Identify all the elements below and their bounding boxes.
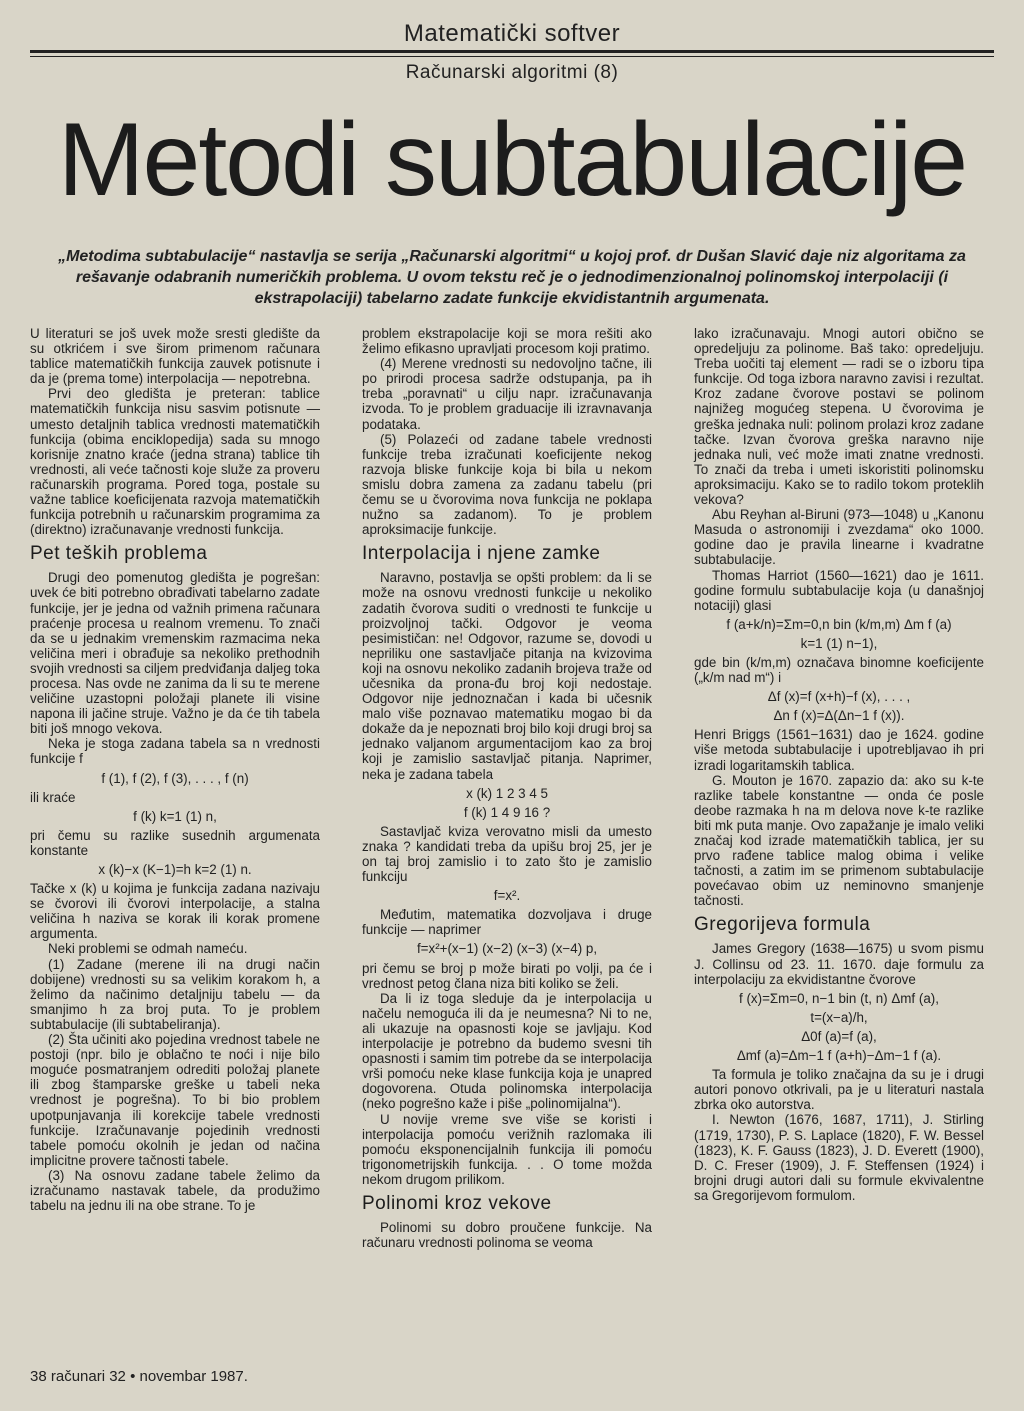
paragraph: I. Newton (1676, 1687, 1711), J. Stirling (1719, 1730), P. S. Laplace (1820), F. W. Bessel (1823), K. F. Gauss (1823), J. D. Everett (1900), D. C. Freser (1909), J. F. Steffensen (1924) i brojni drugi autori dali su formule ekvivalentne sa Gregorijevom formulom. [694,1112,984,1203]
paragraph: (3) Na osnovu zadane tabele želimo da izračunamo nastavak tabele, da produžimo tabelu na jednu ili na obe strane. To je [30,1167,320,1214]
page-footer: 38 računari 32 • novembar 1987. [30,1368,248,1385]
paragraph: Henri Briggs (1561−1631) dao je 1624. godine više metoda subtabulacije i upotrebljavao ih pri izradi logaritamskih tablica. [694,727,984,773]
subheading: Interpolacija i njene zamke [362,543,601,565]
paragraph: G. Mouton je 1670. zapazio da: ako su k-te razlike tabele konstantne — onda će posle deobe razmaka h na m delova nove k-te razlike biti mk puta manje. Ovo zapažanje je imalo veliki značaj kod izrade matematičkih tablica, jer su prvo rađene tablice malog obima i velike tačnosti, a zatim im se primenom subtabulacije povećavao obim uz neminovno smanjenje tačnosti. [694,772,984,909]
formula: f (k) k=1 (1) n, [133,808,217,824]
formula: f=x²+(x−1) (x−2) (x−3) (x−4) p, [416,941,598,957]
paragraph: Sastavljač kviza verovatno misli da umesto znaka ? kandidati treba da upišu broj 25, jer je on taj broj zamislio i to zato što je zamislio funkciju [362,823,652,885]
paragraph: (2) Šta učiniti ako pojedina vrednost tabele ne postoji (npr. bilo je oblačno te noći i nije bilo moguće posmatranjem odrediti položaj planete ili zbog štamparske greške u tabeli neka vrednost je pogrešna). To bi bio problem upotpunjavanja ili korekcije tabele vrednosti funkcije. Izračunavanje pojedinih vrednosti tabele pomoću okolnih je jedan od načina implicitne provere tačnosti tabele. [30,1032,320,1168]
paragraph: Da li iz toga sleduje da je interpolacija u načelu nemoguća ili da je neumesna? Ni to ne, ali ukazuje na opasnosti koje se javljaju. Kod interpolacije je potrebno da budemo svesni tih opasnosti i samim tim potrebe da se interpolacija vrši pomoću neke klase funkcija koja je unapred dogovorena. Otuda polinomska interpolacija (neko pogrešno kaže i piše „polinomijalna“). [362,990,652,1112]
formula: f (1), f (2), f (3), . . . , f (n) [101,770,249,786]
column-2 [362,326,652,1250]
subheading: Pet teških problema [30,543,208,565]
header-rule [30,50,994,53]
paragraph: (4) Merene vrednosti su nedovoljno tačne, ili po prirodi procesa sadrže odstupanja, pa ih treba „poravnati“ u cilju napr. izračunavanja izvoda. To je problem graduacije ili izravnavanja podataka. [362,356,652,432]
paragraph: problem ekstrapolacije koji se mora rešiti ako želimo efikasno upravljati procesom koji pratimo. [362,326,652,357]
paragraph: Naravno, postavlja se opšti problem: da li se može na osnovu vrednosti funkcije u nekoliko zadatih čvorova suditi o vrednosti te funkcije u proizvoljnoj tački. Odgovor je veoma pesimističan: ne! Odgovor, razume se, dovodi u nepriliku one sastavljače pitanja na kvizovima koji na osnovu nekoliko zadanih brojeva traže od učesnika da prona-đu broj koji nedostaje. Odgovor nije jednoznačan i kada bi učesnik malo više poznavao matematiku mogao bi da dokaže da je nepoznati broj bilo koji drugi broj sa jednako valjanom argumentacijom kao za broj koji je zamislio sastavljač pitanja. Naprimer, neka je zadana tabela [362,570,652,782]
paragraph: Drugi deo pomenutog gledišta je pogrešan: uvek će biti potrebno obrađivati tabelarno zadate funkcije, jer je jedna od važnih primena računara praćenje procesa u realnom vremenu. To znači da se u jednakim vremenskim razmacima neka veličina meri i obrađuje sa nekoliko prethodnih svojih vrednosti sa ciljem predviđanja daljeg toka procesa. Nas ovde ne zanima da li su te merene veličine uzastopni položaji planete ili visine napona ili jačine struje. Važno je da će tih tabela biti još mnogo vekova. [30,570,320,737]
formula: x (k)−x (K−1)=h k=2 (1) n. [98,862,252,877]
paragraph: Polinomi su dobro proučene funkcije. Na računaru vrednosti polinoma se veoma [362,1219,652,1251]
header-rule-thin [30,56,994,57]
formula: k=1 (1) n−1), [800,635,878,651]
paragraph: Međutim, matematika dozvoljava i druge funkcije — naprimer [362,907,652,938]
formula: Δf (x)=f (x+h)−f (x), . . . , [767,689,911,705]
paragraph: Tačke x (k) u kojima je funkcija zadana nazivaju se čvorovi ili čvorovi interpolacije, a stalna veličina h naziva se korak ili korak promene argumenta. [30,881,320,942]
paragraph: pri čemu se broj p može birati po volji, pa će i vrednost petog člana niza biti koliko se želi. [362,960,652,991]
paragraph: U literaturi se još uvek može sresti gledište da su otkrićem i sve širom primenom računara tablice matematičkih funkcija zauvek potisnute i da je (prema tome) interpolacija — nepotrebna. [30,326,320,387]
column-1 [30,326,320,1213]
formula: Δmf (a)=Δm−1 f (a+h)−Δm−1 f (a). [736,1048,942,1064]
formula: f (a+k/n)=Σm=0,n bin (k/m,m) Δm f (a) [726,616,952,632]
paragraph: gde bin (k/m,m) označava binomne koeficijente („k/m nad m“) i [694,654,984,686]
formula: t=(x−a)/h, [810,1009,868,1025]
table-row: x (k) 1 2 3 4 5 [466,785,548,801]
paragraph: Abu Reyhan al-Biruni (973—1048) u „Kanonu Masuda o astronomiji i zvezdama“ oko 1000. godine dao je pravila linearne i kvadratne subtabulacije. [694,507,984,568]
paragraph: (1) Zadane (merene ili na drugi način dobijene) vrednosti su sa velikim korakom h, a želimo da načinimo detaljniju tabelu — da smanjimo h za broj puta. To je problem subtabulacije (ili subtabeliranja). [30,956,320,1032]
section-title: Matematički softver [403,20,621,47]
formula: f=x². [493,888,521,904]
subheading: Gregorijeva formula [694,914,871,936]
article-lead: „Metodima subtabulacije“ nastavlja se serija „Računarski algoritmi“ u kojoj prof. dr Dušan Slavić daje niz algoritama za rešavanje odabranih numeričkih problema. U ovom tekstu reč je o jednodimenzionalnoj polinomskoj interpolaciji (i ekstrapolaciji) tabelarno zadate funkcije ekvidistantnih argumenata. [58,248,966,307]
paragraph: Neki problemi se odmah nameću. [48,941,248,957]
paragraph: Prvi deo gledišta je preteran: tablice matematičkih funkcija nisu sasvim potisnute — umesto detaljnih tablica vrednosti matematičkih funkcija (obima enciklopedija) sada su mnogo korisnije znatno kraće (jedna strana) tablice tih vrednosti, ali veće tačnosti koje služe za proveru računarskih programa. Pored toga, postale su važne tablice koeficijenata razvoja matematičkih funkcija potrebnih u računarskim programima za (direktno) izračunavanje vrednosti funkcija. [30,386,320,538]
formula: f (x)=Σm=0, n−1 bin (t, n) Δmf (a), [739,990,939,1006]
article-headline: Metodi subtabulacije [57,102,967,218]
table-row: f (k) 1 4 9 16 ? [463,804,551,820]
formula: Δ0f (a)=f (a), [801,1028,877,1044]
paragraph: ili kraće [30,789,76,805]
paragraph: (5) Polazeći od zadane tabele vrednosti funkcije treba izračunati koeficijente nekog razvoja bliske funkcije koja bi bila u nekom smislu dobra zamena za zadanu tabelu (pri čemu se u čvorovima nova funkcija ne poklapa nužno sa zadanom). To je problem aproksimacije funkcije. [362,431,652,538]
paragraph: James Gregory (1638—1675) u svom pismu J. Collinsu od 23. 11. 1670. daje formulu za interpolaciju za ekvidistantne čvorove [694,941,984,987]
formula: Δn f (x)=Δ(Δn−1 f (x)). [773,708,905,724]
paragraph: U novije vreme sve više se koristi i interpolacija pomoću verižnih razlomaka ili pomoću eksponencijalnih funkcija ili pomoću trigonometrijskih funkcija. . . O tome možda nekom drugom prilikom. [362,1111,652,1187]
paragraph: Thomas Harriot (1560—1621) dao je 1611. godine formulu subtabulacije koja (u današnjoj notaciji) glasi [694,567,984,613]
column-3 [694,326,984,1203]
subheading: Polinomi kroz vekove [362,1192,552,1214]
paragraph: pri čemu su razlike susednih argumenata konstante [30,827,320,858]
paragraph: Ta formula je toliko značajna da su je i drugi autori ponovo otkrivali, pa je u literaturi nastala zbrka oko autorstva. [694,1067,984,1113]
paragraph: lako izračunavaju. Mnogi autori obično se opredeljuju za polinome. Baš tako: opredeljuju. Treba uočiti taj element — radi se o izboru tipa funkcije. Od toga izbora naravno zavisi i rezultat. Kroz zadane čvorove postavi se polinom najnižeg mogućeg stepena. U čvorovima je greška jednaka nuli: polinom prolazi kroz zadane tačke. Izvan čvorova greška naravno nije jednaka nuli, već može imati znatne vrednosti. To znači da treba i umeti iskoristiti polinomsku aproksimaciju. Kako se to radilo tokom proteklih vekova? [694,326,984,508]
paragraph: Neka je stoga zadana tabela sa n vrednosti funkcije f [30,736,320,767]
series-title: Računarski algoritmi (8) [405,62,619,83]
